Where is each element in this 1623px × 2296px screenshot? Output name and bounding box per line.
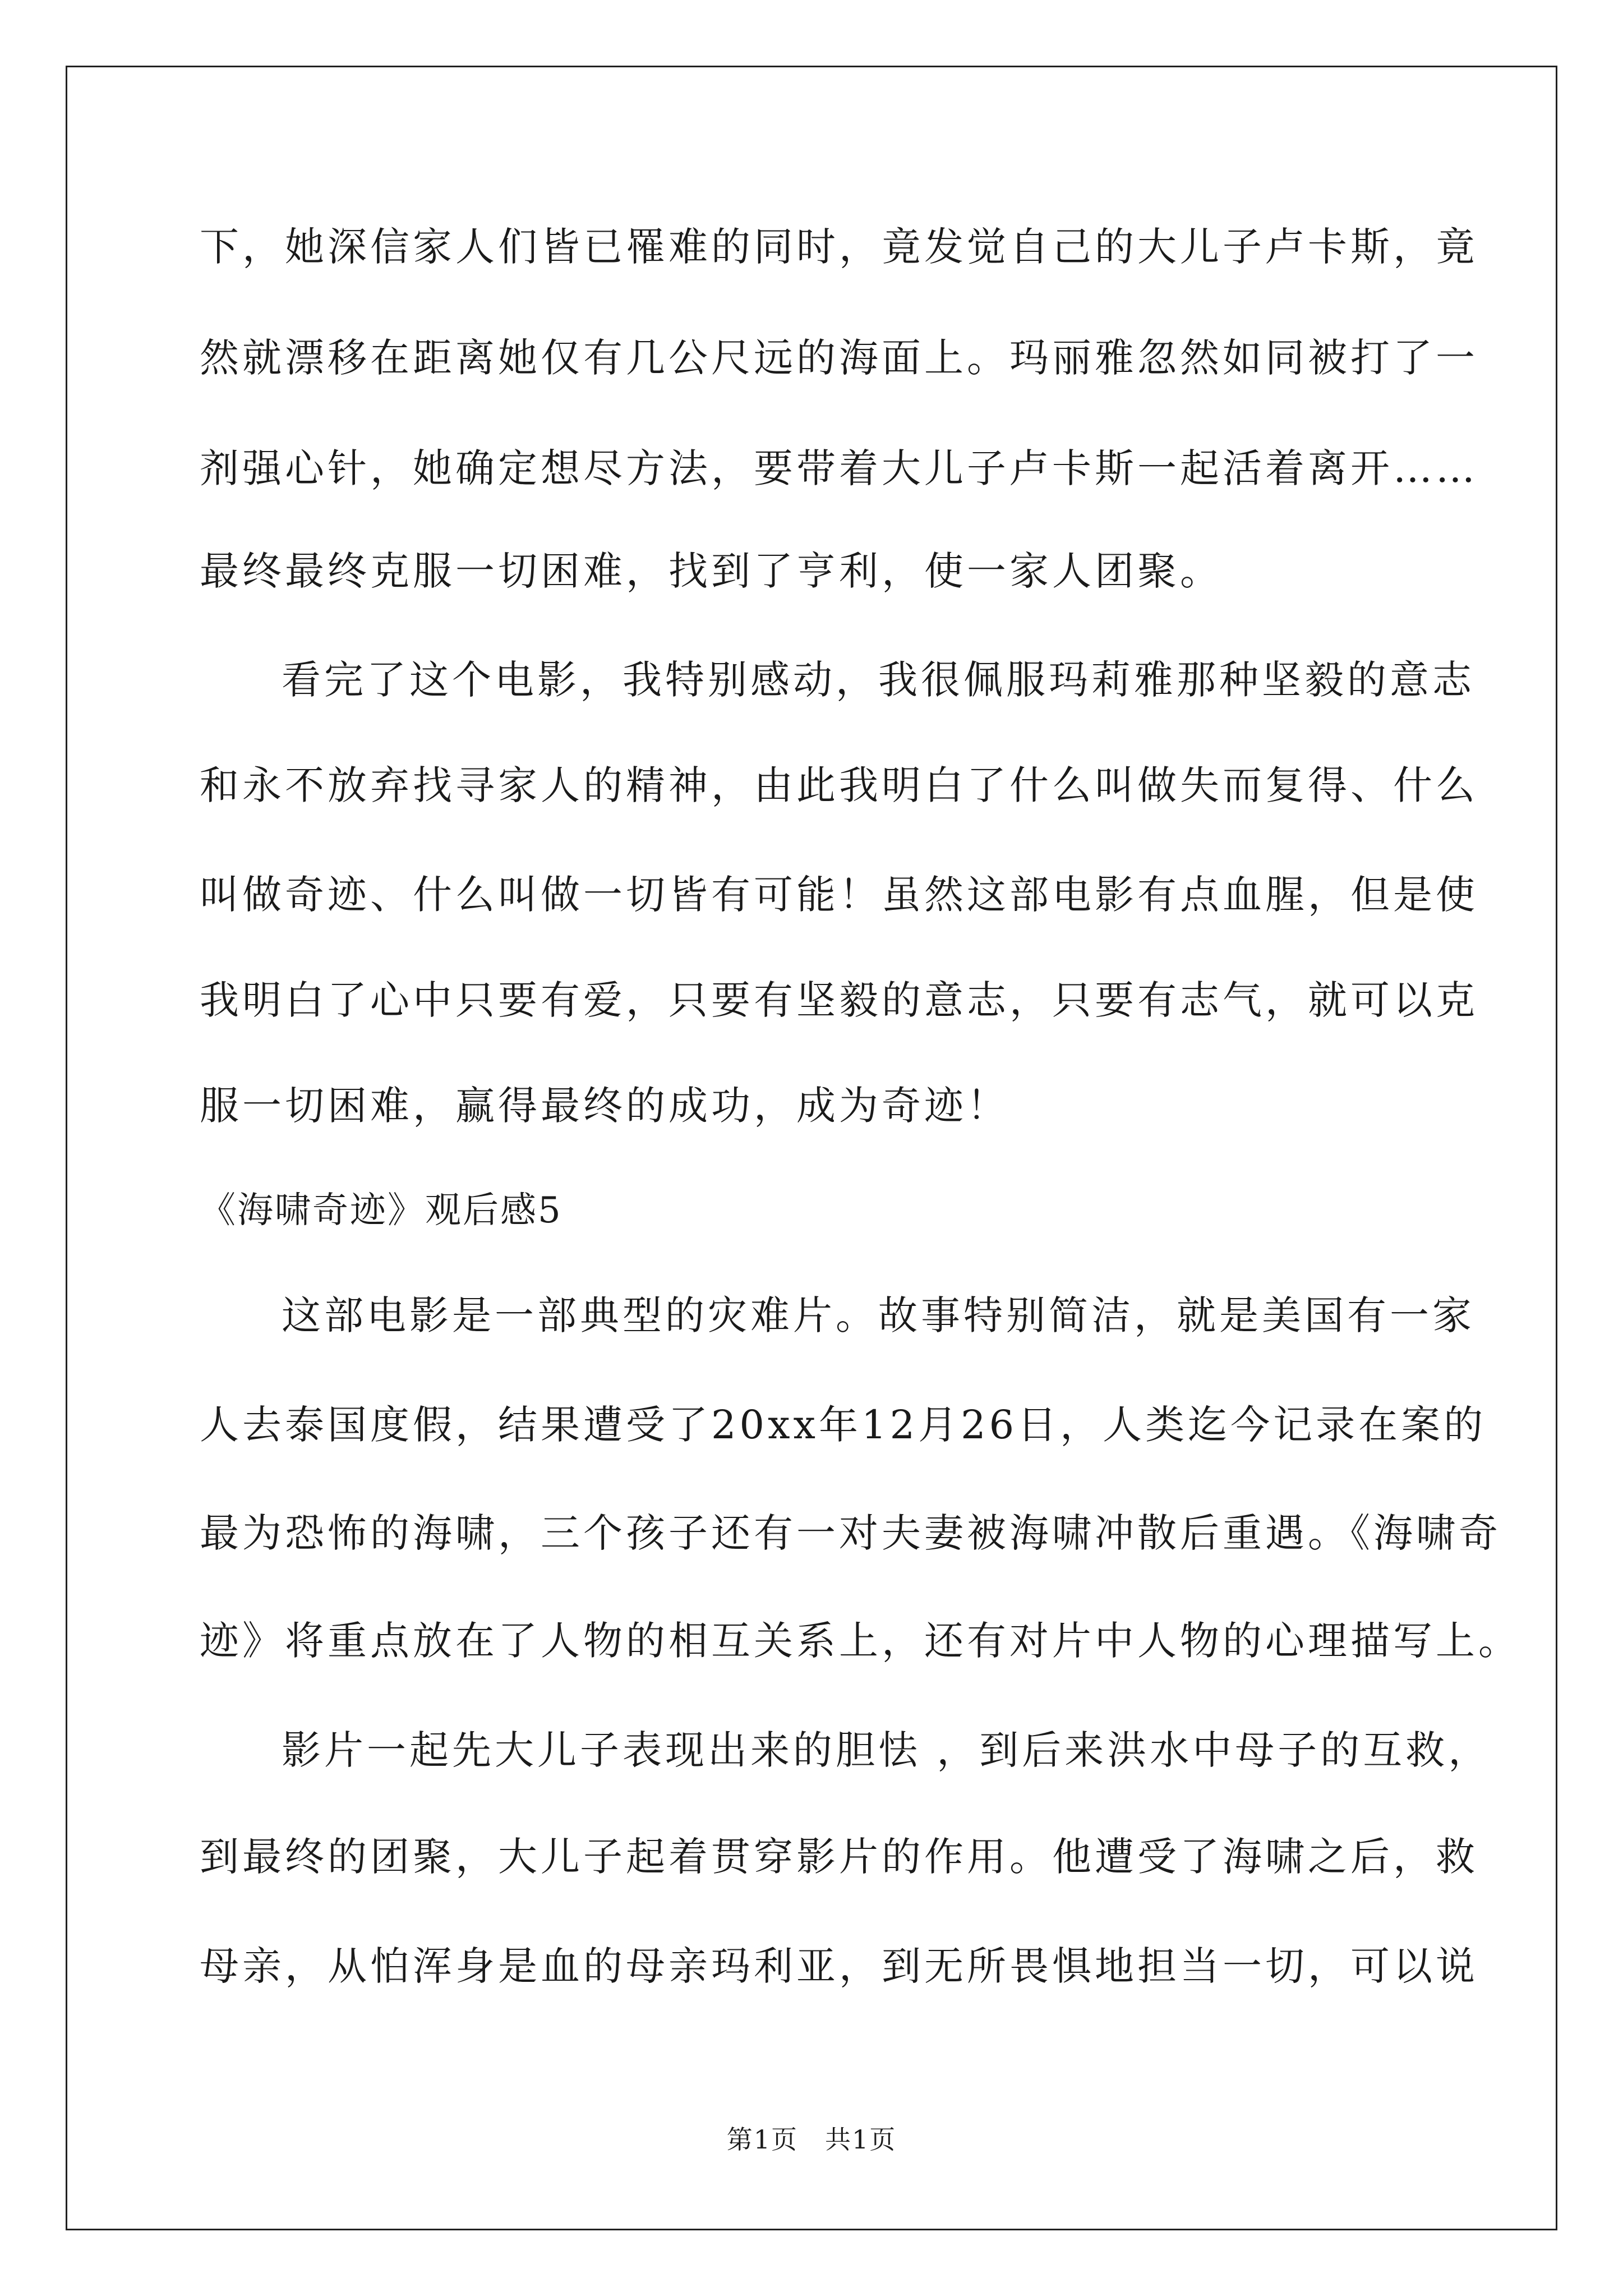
paragraph-start-line: 看完了这个电影，我特别感动，我很佩服玛莉雅那种坚毅的意志 xyxy=(282,657,1475,703)
page-border xyxy=(66,66,1557,2230)
text-line: 和永不放弃找寻家人的精神，由此我明白了什么叫做失而复得、什么 xyxy=(200,762,1478,808)
paragraph-start-line: 这部电影是一部典型的灾难片。故事特别简洁，就是美国有一家 xyxy=(282,1292,1475,1338)
section-heading: 《海啸奇迹》观后感5 xyxy=(200,1190,562,1231)
paragraph-start-line: 影片一起先大儿子表现出来的胆怯 ，到后来洪水中母子的互救， xyxy=(282,1727,1491,1773)
text-line: 母亲，从怕浑身是血的母亲玛利亚，到无所畏惧地担当一切，可以说 xyxy=(200,1943,1478,1989)
text-line: 人去泰国度假，结果遭受了20xx年12月26日，人类迄今记录在案的 xyxy=(200,1402,1487,1448)
text-line: 叫做奇迹、什么叫做一切皆有可能！虽然这部电影有点血腥，但是使 xyxy=(200,872,1478,918)
text-line: 我明白了心中只要有爱，只要有坚毅的意志，只要有志气，就可以克 xyxy=(200,977,1478,1023)
text-line: 然就漂移在距离她仅有几公尺远的海面上。玛丽雅忽然如同被打了一 xyxy=(200,335,1478,381)
text-line: 剂强心针，她确定想尽方法，要带着大儿子卢卡斯一起活着离开…… xyxy=(200,445,1478,491)
text-line: 服一切困难，赢得最终的成功，成为奇迹！ xyxy=(200,1083,1009,1129)
page-footer: 第1页 共1页 xyxy=(726,2124,897,2155)
text-line: 到最终的团聚，大儿子起着贯穿影片的作用。他遭受了海啸之后，救 xyxy=(200,1834,1478,1880)
text-line: 迹》将重点放在了人物的相互关系上，还有对片中人物的心理描写上。 xyxy=(200,1618,1521,1664)
text-line: 最终最终克服一切困难，找到了亨利，使一家人团聚。 xyxy=(200,548,1223,594)
text-line: 最为恐怖的海啸，三个孩子还有一对夫妻被海啸冲散后重遇。《海啸奇 xyxy=(200,1510,1501,1556)
text-line: 下，她深信家人们皆已罹难的同时，竟发觉自己的大儿子卢卡斯，竟 xyxy=(200,224,1478,270)
